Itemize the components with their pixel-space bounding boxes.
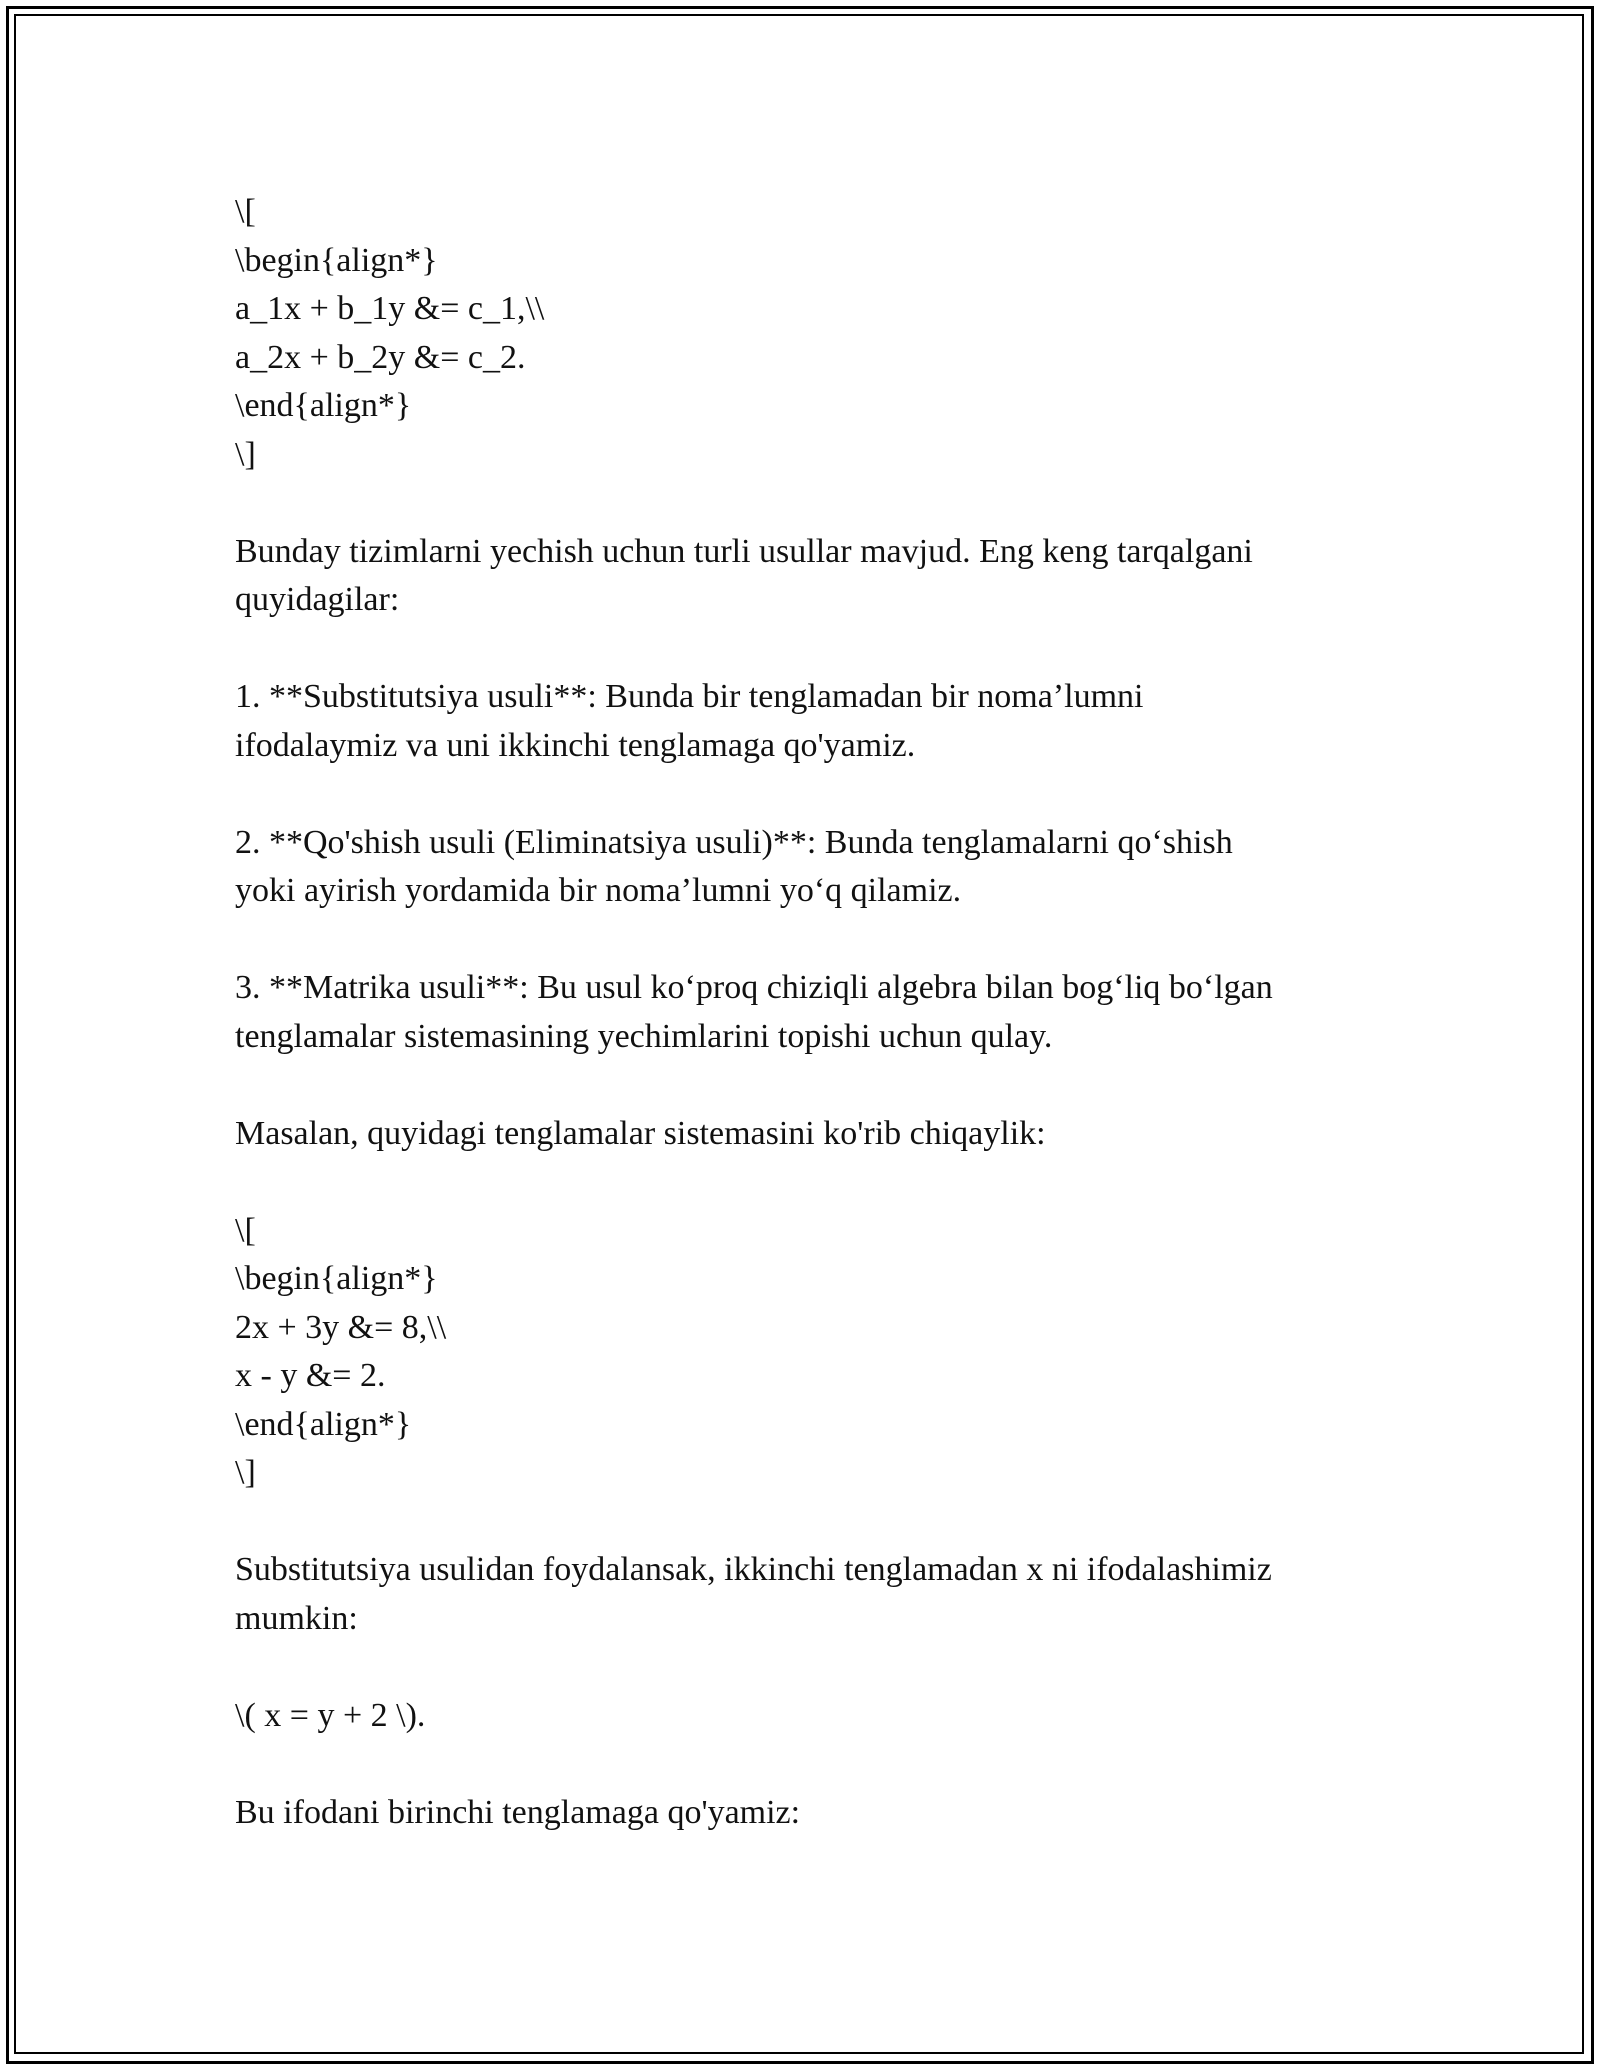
paragraph-line: 3. **Matrika usuli**: Bu usul ko‘proq chiziqli algebra bilan bog‘liq bo‘lgan: [235, 969, 1273, 1006]
paragraph-line: quyidagilar:: [235, 581, 400, 618]
intro-paragraph: [235, 528, 1375, 625]
latex-line: \]: [235, 1454, 256, 1491]
latex-line: \[: [235, 1211, 256, 1249]
latex-line: 2x + 3y &= 8,\\: [235, 1308, 447, 1346]
list-item-matrix: [235, 964, 1375, 1061]
latex-line: \begin{align*}: [235, 1260, 438, 1297]
latex-line: \[: [235, 193, 256, 230]
final-paragraph: Bu ifodani birinchi tenglamaga qo'yamiz:: [235, 1793, 801, 1831]
paragraph-line: mumkin:: [235, 1599, 358, 1637]
latex-line: a_1x + b_1y &= c_1,\\: [235, 290, 545, 327]
latex-block-example-system: [235, 1207, 1375, 1498]
latex-line: \]: [235, 435, 256, 473]
document-body: [235, 188, 1375, 1837]
paragraph-line: tenglamalar sistemasining yechimlarini topishi uchun qulay.: [235, 1017, 1053, 1055]
paragraph-line: 1. **Substitutsiya usuli**: Bunda bir tenglamadan bir noma’lumni: [235, 678, 1144, 715]
latex-block-general-system: [235, 188, 1375, 479]
inline-formula: \( x = y + 2 \).: [235, 1696, 426, 1734]
paragraph-line: Bunday tizimlarni yechish uchun turli usullar mavjud. Eng keng tarqalgani: [235, 532, 1253, 570]
latex-line: x - y &= 2.: [235, 1357, 386, 1394]
paragraph-line: Substitutsiya usulidan foydalansak, ikkinchi tenglamadan x ni ifodalashimiz: [235, 1551, 1272, 1588]
paragraph-line: 2. **Qo'shish usuli (Eliminatsiya usuli)**: Bunda tenglamalarni qo‘shish: [235, 823, 1233, 861]
latex-line: \end{align*}: [235, 1405, 412, 1443]
example-intro-paragraph: Masalan, quyidagi tenglamalar sistemasini ko'rib chiqaylik:: [235, 1114, 1046, 1152]
latex-line: \begin{align*}: [235, 241, 438, 279]
substitution-paragraph: [235, 1546, 1375, 1643]
list-item-elimination: [235, 819, 1375, 916]
paragraph-line: ifodalaymiz va uni ikkinchi tenglamaga qo'yamiz.: [235, 726, 916, 764]
paragraph-line: yoki ayirish yordamida bir noma’lumni yo‘q qilamiz.: [235, 872, 962, 909]
list-item-substitution: [235, 673, 1375, 770]
latex-line: a_2x + b_2y &= c_2.: [235, 338, 526, 376]
latex-line: \end{align*}: [235, 387, 412, 424]
